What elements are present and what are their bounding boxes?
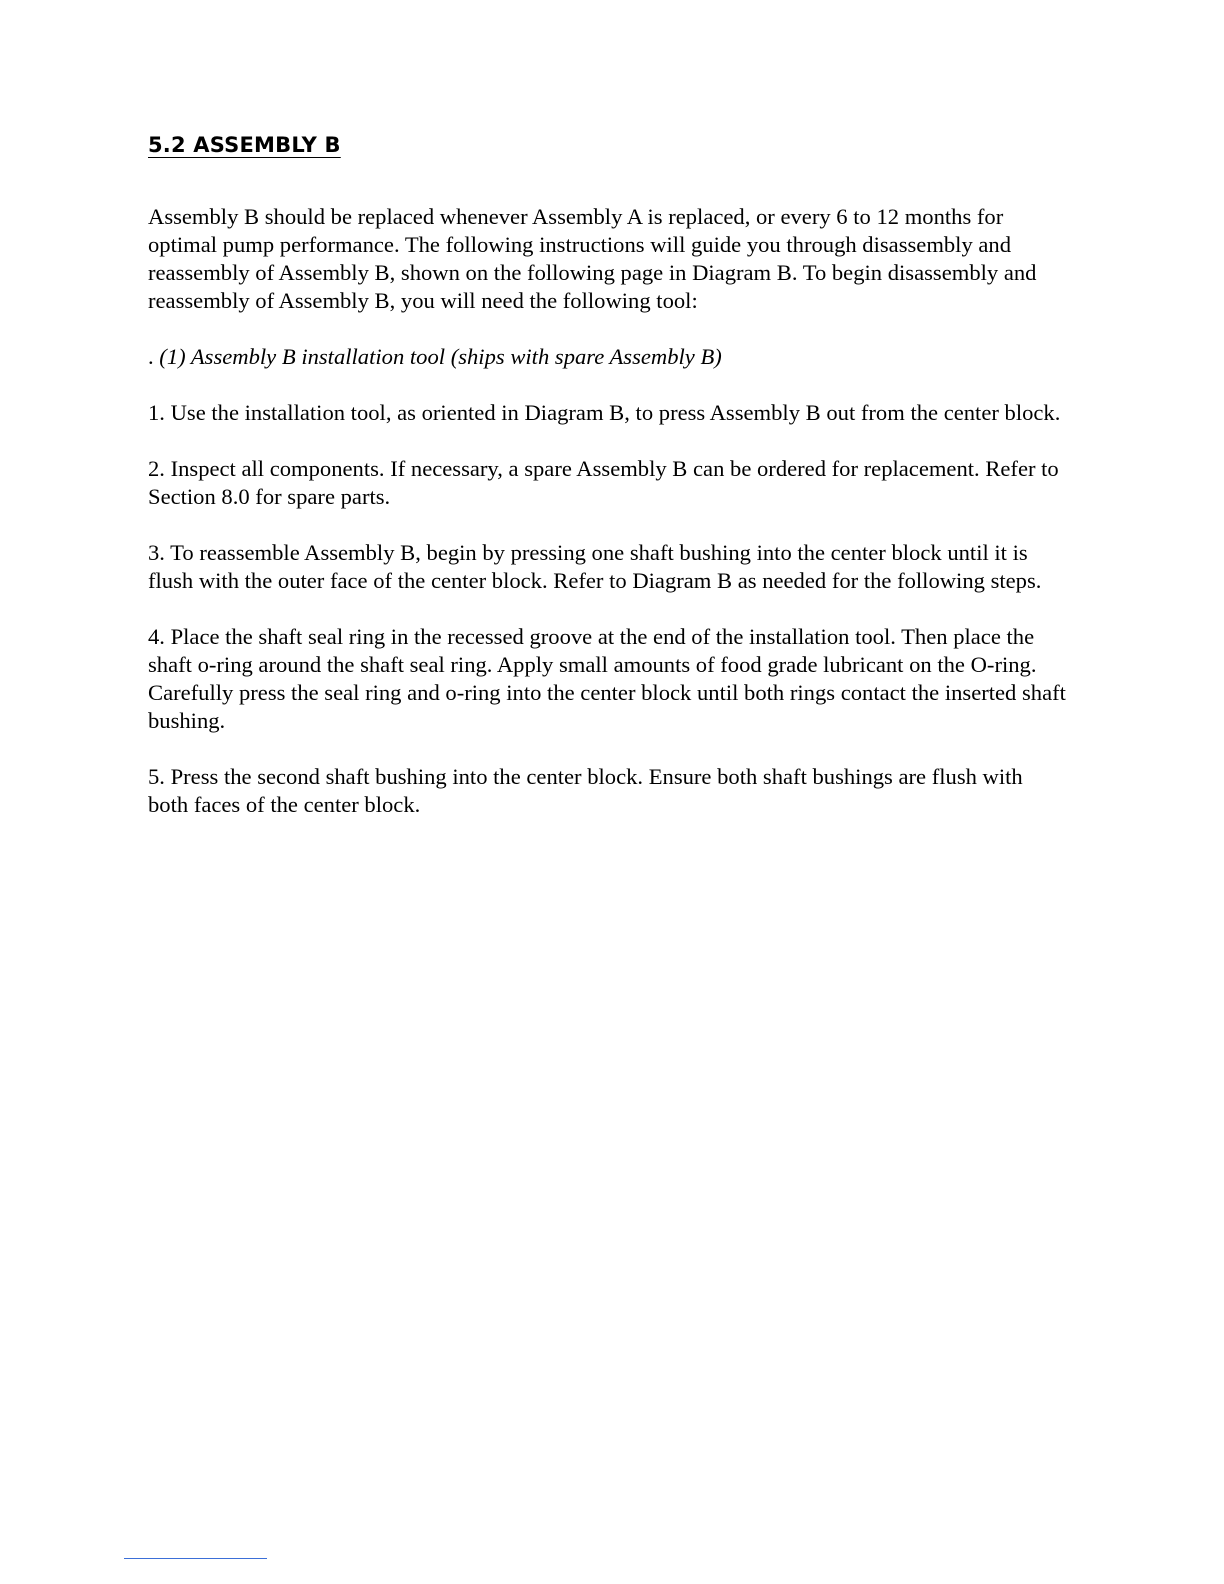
step-5: 5. Press the second shaft bushing into the center block. Ensure both shaft bushings are flush with both faces of the center block.	[148, 764, 1023, 817]
intro-paragraph: Assembly B should be replaced whenever Assembly A is replaced, or every 6 to 12 months for optimal pump performance. The following instructions will guide you through disassembly and reassembly of Assembly B, shown on the following page in Diagram B. To begin disassembly and reassembly of Assembly B, you will need the following tool:	[148, 204, 1037, 313]
footnote-divider	[124, 1558, 267, 1559]
tool-bullet: .	[148, 344, 160, 369]
tool-requirement	[148, 343, 1068, 371]
tool-text: (1) Assembly B installation tool (ships with spare Assembly B)	[159, 344, 722, 369]
section-body	[148, 203, 1068, 847]
step-3: 3. To reassemble Assembly B, begin by pressing one shaft bushing into the center block until it is flush with the outer face of the center block. Refer to Diagram B as needed for the following steps.	[148, 540, 1042, 593]
section-heading: 5.2 ASSEMBLY B	[148, 133, 341, 157]
step-4: 4. Place the shaft seal ring in the recessed groove at the end of the installation tool. Then place the shaft o-ring around the shaft seal ring. Apply small amounts of food grade lubricant on the O-ring. Carefully press the seal ring and o-ring into the center block until both rings contact the inserted shaft bushing.	[148, 624, 1066, 733]
step-2: 2. Inspect all components. If necessary, a spare Assembly B can be ordered for replacement. Refer to Section 8.0 for spare parts.	[148, 456, 1059, 509]
step-1: 1. Use the installation tool, as oriented in Diagram B, to press Assembly B out from the center block.	[148, 400, 1061, 425]
